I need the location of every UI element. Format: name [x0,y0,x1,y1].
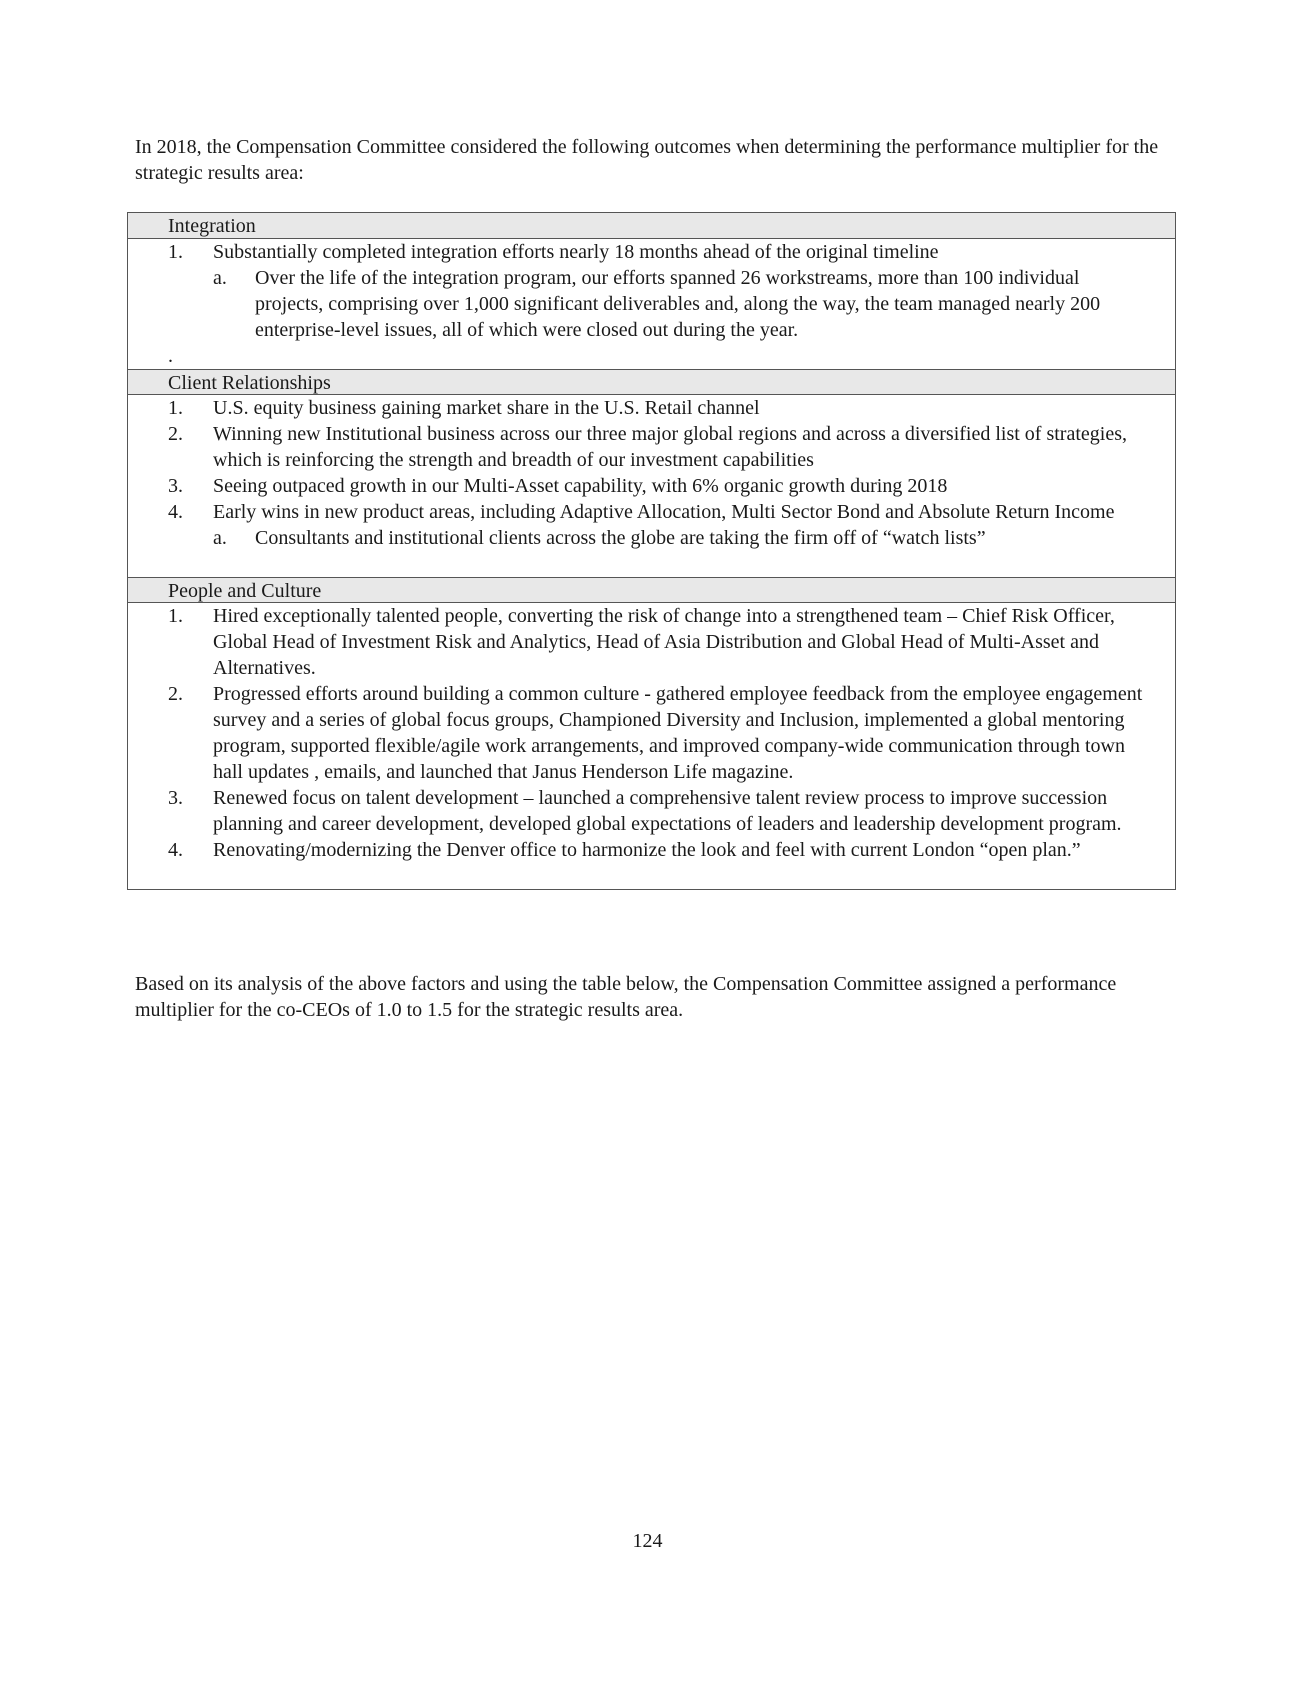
list-item [128,499,1175,525]
blank-line [128,551,1175,577]
list-item [128,473,1175,499]
item-text: Progressed efforts around building a common culture - gathered employee feedback from the employee engagement survey and a series of global focus groups, Championed Diversity and Inclusion, implemented a global mentoring program, supported flexible/agile work arrangements, and improved company-wide communication through town hall updates , emails, and launched that Janus Henderson Life magazine. [213,683,1143,783]
item-text: Early wins in new product areas, including Adaptive Allocation, Multi Sector Bond and Absolute Return Income [213,501,1115,523]
list-item [128,239,1175,265]
sub-item-letter: a. [213,267,227,289]
trailing-mark: . [168,345,173,367]
outcomes-table [127,212,1176,890]
item-number: 1. [168,241,183,263]
sub-item-letter: a. [213,527,227,549]
section-body-client-relationships [128,395,1175,577]
section-body-people-and-culture [128,603,1175,889]
sub-item [128,525,1175,551]
item-number: 3. [168,475,183,497]
item-text: Seeing outpaced growth in our Multi-Asset capability, with 6% organic growth during 2018 [213,475,948,497]
section-header-integration: Integration [128,213,1175,239]
page-number: 124 [632,1530,663,1552]
section-body-integration [128,239,1175,369]
closing-paragraph: Based on its analysis of the above factors and using the table below, the Compensation Committee assigned a performance multiplier for the co-CEOs of 1.0 to 1.5 for the strategic results area. [135,973,1117,1021]
list-item [128,681,1175,785]
item-text: Winning new Institutional business across our three major global regions and across a diversified list of strategies, which is reinforcing the strength and breadth of our investment capabilities [213,423,1127,471]
item-number: 1. [168,605,183,627]
item-number: 4. [168,839,183,861]
list-item [128,785,1175,837]
item-text: Hired exceptionally talented people, converting the risk of change into a strengthened team – Chief Risk Officer, Global Head of Investment Risk and Analytics, Head of Asia Distribution and Global Head of Multi-Asset and Alternatives. [213,605,1115,679]
sub-item-text: Consultants and institutional clients across the globe are taking the firm off of “watch lists” [255,527,986,549]
item-number: 3. [168,787,183,809]
item-number: 2. [168,683,183,705]
list-item [128,395,1175,421]
item-text: Substantially completed integration efforts nearly 18 months ahead of the original timeline [213,241,939,263]
list-item [128,837,1175,863]
item-text: Renovating/modernizing the Denver office to harmonize the look and feel with current London “open plan.” [213,839,1081,861]
blank-line [128,863,1175,889]
sub-item-text: Over the life of the integration program, our efforts spanned 26 workstreams, more than 100 individual projects, comprising over 1,000 significant deliverables and, along the way, the team managed nearly 200 enterprise-level issues, all of which were closed out during the year. [255,267,1101,341]
section-header-people-and-culture: People and Culture [128,577,1175,603]
item-text: U.S. equity business gaining market share in the U.S. Retail channel [213,397,760,419]
section-header-client-relationships: Client Relationships [128,369,1175,395]
item-number: 1. [168,397,183,419]
item-text: Renewed focus on talent development – launched a comprehensive talent review process to improve succession planning and career development, developed global expectations of leaders and leadership development program. [213,787,1122,835]
sub-item [128,265,1175,343]
list-item [128,603,1175,681]
intro-paragraph: In 2018, the Compensation Committee considered the following outcomes when determining the performance multiplier for the strategic results area: [135,136,1159,184]
item-number: 4. [168,501,183,523]
item-number: 2. [168,423,183,445]
list-item [128,421,1175,473]
